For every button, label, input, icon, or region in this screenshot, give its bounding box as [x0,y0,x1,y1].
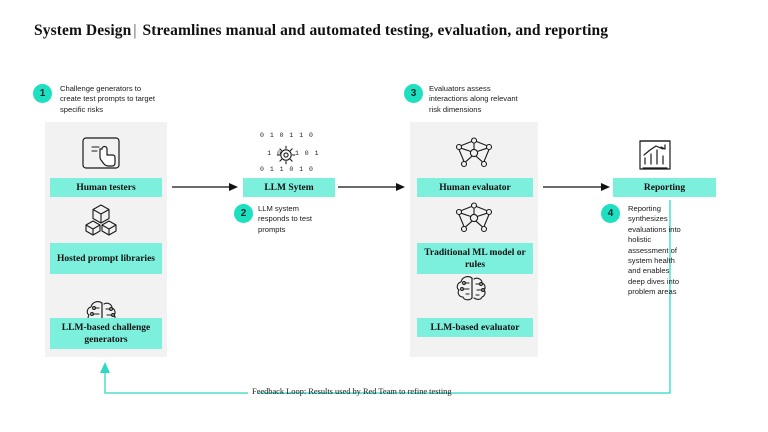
chip-human-evaluator[interactable]: Human evaluator [417,178,533,197]
step-badge-4: 4 [601,204,620,223]
binary-decoration-bottom: 0 1 1 0 1 0 [260,166,314,173]
note-step-2: LLM system responds to test prompts [258,204,313,234]
note-step-3: Evaluators assess interactions along relevant risk dimensions [429,84,518,114]
binary-decoration-right: 1 0 1 [295,150,320,157]
chip-llm-system[interactable]: LLM Sytem [243,178,335,197]
chip-reporting[interactable]: Reporting [613,178,716,197]
note-step-1: Challenge generators to create test prompts to target specific risks [60,84,155,114]
page-title-rest: Streamlines manual and automated testing, evaluation, and reporting [142,22,609,39]
feedback-loop-label: Feedback Loop: Results used by Red Team to refine testing [252,387,452,396]
chip-llm-based-evaluator[interactable]: LLM-based evaluator [417,318,533,337]
chip-traditional-ml-model-or-rules[interactable]: Traditional ML model or rules [417,243,533,274]
bar-chart-icon [640,141,670,169]
step-badge-1: 1 [33,84,52,103]
binary-decoration-top: 0 1 0 1 1 0 [260,132,314,139]
chip-hosted-prompt-libraries[interactable]: Hosted prompt libraries [50,243,162,274]
page-title-separator: | [133,22,137,39]
chip-llm-based-challenge-generators[interactable]: LLM-based challenge generators [50,318,162,349]
step-badge-2: 2 [234,204,253,223]
chip-human-testers[interactable]: Human testers [50,178,162,197]
page-title-lead: System Design [34,22,132,39]
binary-decoration-left: 1 0 [267,150,282,157]
step-badge-3: 3 [404,84,423,103]
note-step-4: Reporting synthesizes evaluations into holistic assessment of system health and enables deep dives into problem areas [628,204,681,297]
